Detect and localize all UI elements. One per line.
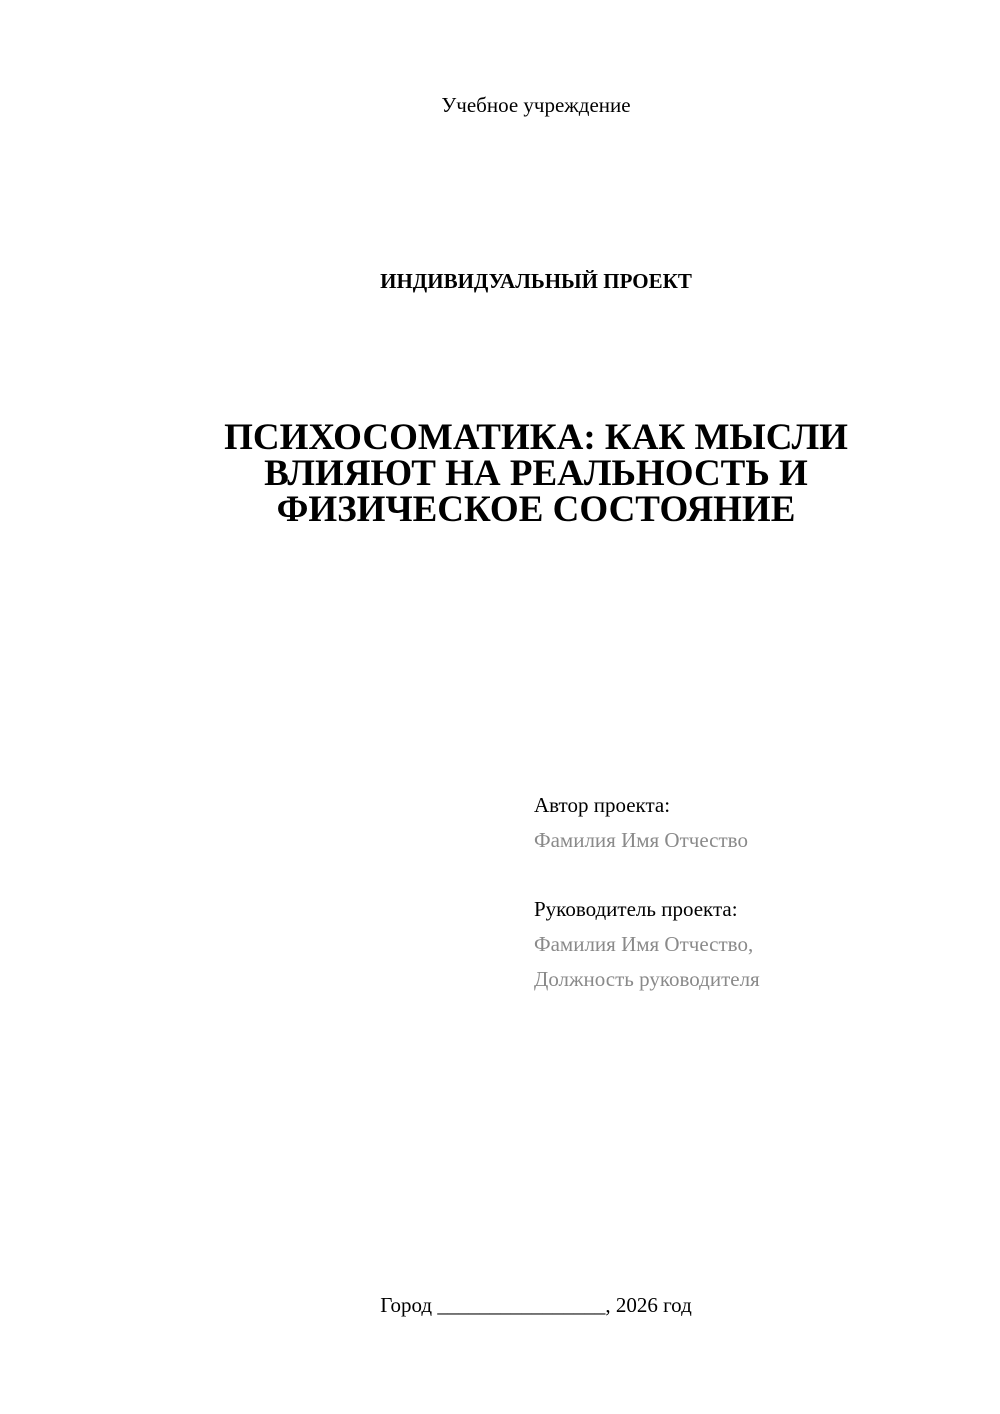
project-title-line: ФИЗИЧЕСКОЕ СОСТОЯНИЕ bbox=[276, 489, 796, 530]
project-title bbox=[160, 417, 912, 530]
city-year-footer: Город ________________, 2026 год bbox=[380, 1293, 692, 1317]
institution-name: Учебное учреждение bbox=[441, 93, 631, 117]
supervisor-position: Должность руководителя bbox=[534, 967, 760, 991]
project-title-line: ПСИХОСОМАТИКА: КАК МЫСЛИ bbox=[224, 417, 848, 458]
author-label: Автор проекта: bbox=[534, 793, 671, 817]
document-type: ИНДИВИДУАЛЬНЫЙ ПРОЕКТ bbox=[380, 269, 692, 293]
project-title-line: ВЛИЯЮТ НА РЕАЛЬНОСТЬ И bbox=[264, 453, 808, 494]
supervisor-name: Фамилия Имя Отчество, bbox=[534, 932, 754, 956]
project-credits bbox=[534, 788, 974, 997]
supervisor-label: Руководитель проекта: bbox=[534, 897, 738, 921]
author-name: Фамилия Имя Отчество bbox=[534, 828, 748, 852]
